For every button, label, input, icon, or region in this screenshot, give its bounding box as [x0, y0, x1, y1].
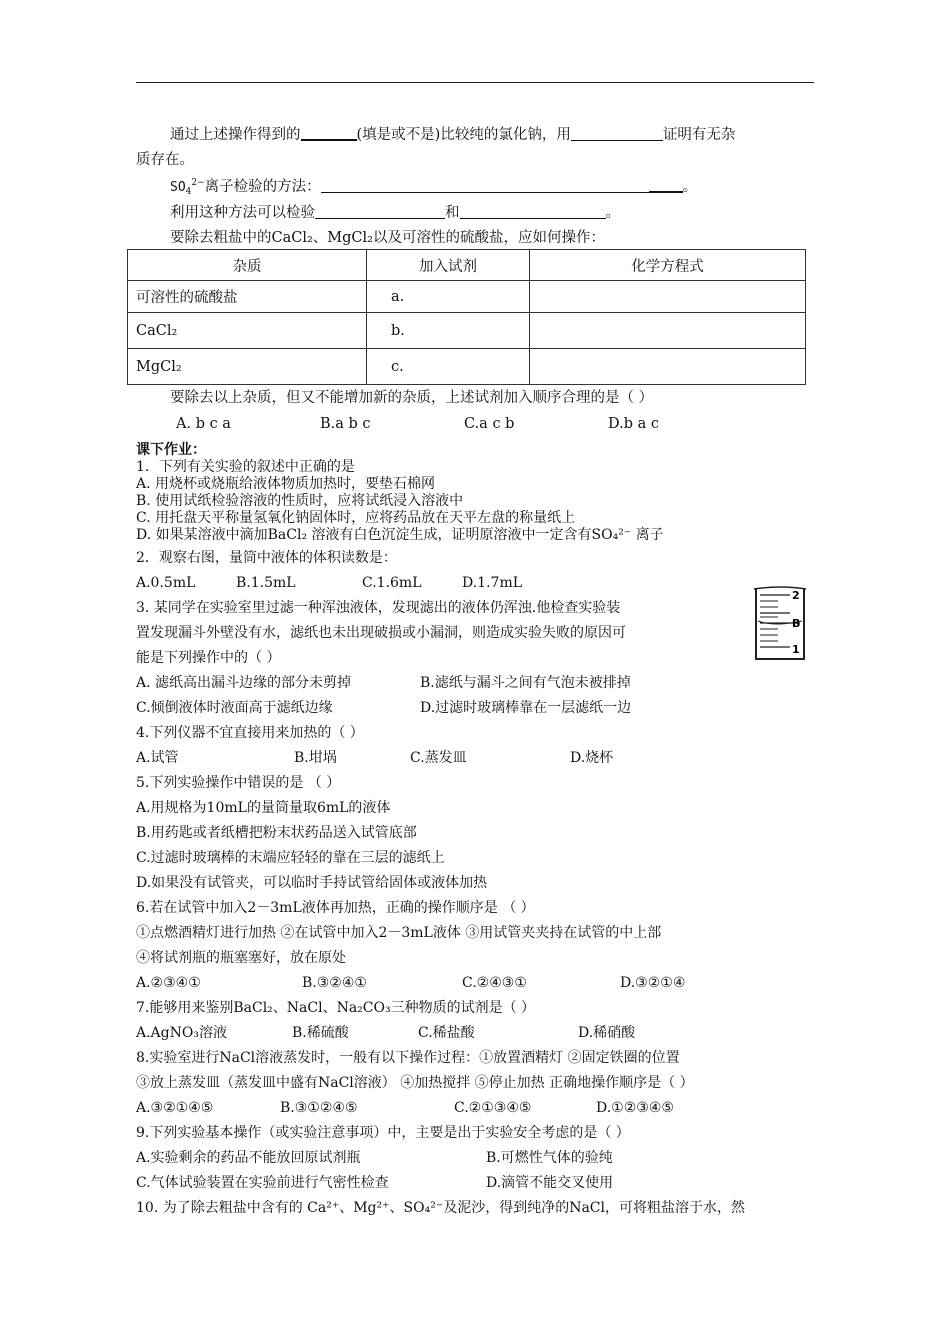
- option[interactable]: B.坩埚: [294, 750, 337, 766]
- q2-stem: 2．观察右图，量筒中液体的体积读数是：: [136, 550, 397, 566]
- q8-stem-1: 8.实验室进行NaCl溶液蒸发时，一般有以下操作过程：①放置酒精灯 ②固定铁圈的位置: [136, 1050, 680, 1066]
- option[interactable]: D.烧杯: [570, 750, 614, 766]
- q4-options: [136, 748, 613, 768]
- option[interactable]: B.③②④①: [302, 975, 367, 991]
- impurity-cell: MgCl₂: [128, 349, 367, 385]
- q1-stem: 1．下列有关实验的叙述中正确的是: [136, 459, 355, 475]
- option[interactable]: A.AgNO₃溶液: [136, 1025, 227, 1041]
- table-row: [128, 349, 806, 385]
- q4-stem: 4.下列仪器不宜直接用来加热的（ ）: [136, 725, 364, 741]
- q8-stem-2: ③放上蒸发皿（蒸发皿中盛有NaCl溶液） ④加热搅拌 ⑤停止加热 正确地操作顺序是（ ）: [136, 1075, 694, 1091]
- fill-blank[interactable]: [460, 204, 606, 219]
- q3-stem-2: 置发现漏斗外壁没有水，滤纸也未出现破损或小漏洞，则造成实验失败的原因可: [136, 625, 626, 641]
- use-line: [170, 203, 620, 223]
- option[interactable]: A. b c a: [176, 416, 231, 432]
- option[interactable]: B.a b c: [320, 416, 371, 432]
- q5-option-b[interactable]: B.用药匙或者纸槽把粉末状药品送入试管底部: [136, 825, 417, 841]
- option[interactable]: D.b a c: [608, 416, 659, 432]
- intro-line-1: [170, 125, 735, 145]
- option[interactable]: C.②①③④⑤: [454, 1100, 532, 1116]
- subscript: 4: [185, 187, 192, 197]
- option[interactable]: A.③②①④⑤: [136, 1100, 214, 1116]
- q5-option-c[interactable]: C.过滤时玻璃棒的末端应轻轻的靠在三层的滤纸上: [136, 850, 445, 866]
- q7-stem: 7.能够用来鉴别BaCl₂、NaCl、Na₂CO₃三种物质的试剂是（ ）: [136, 1000, 536, 1016]
- scale-label: 1: [792, 643, 800, 656]
- intro-text: (填是或不是)比较纯的氯化钠，用: [356, 127, 571, 143]
- impurity-cell: CaCl₂: [128, 313, 367, 349]
- option[interactable]: B.1.5mL: [236, 575, 296, 591]
- option[interactable]: C.1.6mL: [362, 575, 422, 591]
- option[interactable]: D.③②①④: [620, 975, 686, 991]
- q2-options: [136, 573, 522, 593]
- fill-blank[interactable]: [301, 125, 357, 141]
- graduated-cylinder-figure: [750, 583, 812, 663]
- q9-options-row1: [136, 1148, 613, 1168]
- q1-option-b[interactable]: B. 使用试纸检验溶液的性质时，应将试纸浸入溶液中: [136, 493, 464, 509]
- table-row: [128, 281, 806, 313]
- table-row: [128, 313, 806, 349]
- scale-label: B: [792, 617, 801, 630]
- option[interactable]: A.②③④①: [136, 975, 201, 991]
- option[interactable]: D.过滤时玻璃棒靠在一层滤纸一边: [420, 700, 632, 716]
- use-text: 和: [445, 205, 460, 221]
- option[interactable]: D.1.7mL: [462, 575, 523, 591]
- option[interactable]: B.滤纸与漏斗之间有气泡未被排掉: [420, 675, 631, 691]
- remove-line: 要除去粗盐中的CaCl₂、MgCl₂以及可溶性的硫酸盐，应如何操作：: [170, 230, 605, 246]
- q5-option-a[interactable]: A.用规格为10mL的量筒量取6mL的液体: [136, 800, 391, 816]
- option[interactable]: C.稀盐酸: [418, 1025, 475, 1041]
- q3-stem-3: 能是下列操作中的（ ）: [136, 650, 281, 666]
- option[interactable]: A. 滤纸高出漏斗边缘的部分未剪掉: [136, 675, 352, 691]
- q6-stem: 6.若在试管中加入2－3mL液体再加热，正确的操作顺序是 （ ）: [136, 900, 535, 916]
- intro-text: 通过上述操作得到的: [170, 127, 301, 143]
- so4-test-line: [170, 177, 697, 198]
- option[interactable]: A.试管: [136, 750, 179, 766]
- header-rule: [136, 82, 814, 83]
- q1-option-c[interactable]: C. 用托盘天平称量氢氧化钠固体时，应将药品放在天平左盘的称量纸上: [136, 510, 576, 526]
- q6-options: [136, 973, 685, 993]
- scale-label: 2: [792, 589, 800, 602]
- option[interactable]: C.倾倒液体时液面高于滤纸边缘: [136, 700, 333, 716]
- order-question: 要除去以上杂质，但又不能增加新的杂质，上述试剂加入顺序合理的是（ ）: [170, 390, 654, 406]
- option[interactable]: C.a c b: [464, 416, 515, 432]
- intro-line-2: 质存在。: [136, 152, 194, 168]
- so4-label: SO: [170, 180, 186, 195]
- fill-blank[interactable]: [315, 204, 445, 219]
- option[interactable]: C.②④③①: [462, 975, 527, 991]
- impurity-cell: 可溶性的硫酸盐: [128, 281, 367, 313]
- q3-options-row2: [136, 698, 631, 718]
- q8-options: [136, 1098, 674, 1118]
- reagent-cell[interactable]: c.: [367, 349, 530, 385]
- q1-option-a[interactable]: A. 用烧杯或烧瓶给液体物质加热时，要垫石棉网: [136, 476, 436, 492]
- option[interactable]: A.0.5mL: [136, 575, 196, 591]
- option[interactable]: C.蒸发皿: [410, 750, 467, 766]
- q1-option-d[interactable]: D. 如果某溶液中滴加BaCl₂ 溶液有白色沉淀生成，证明原溶液中一定含有SO₄²⁻ 离子: [136, 527, 664, 543]
- option[interactable]: D.①②③④⑤: [596, 1100, 674, 1116]
- fill-blank[interactable]: [649, 177, 683, 193]
- q7-options: [136, 1023, 635, 1043]
- homework-title: 课下作业：: [136, 442, 206, 458]
- equation-cell[interactable]: [530, 281, 806, 313]
- order-options: [176, 414, 659, 434]
- impurity-table: [127, 249, 806, 385]
- use-text: 利用这种方法可以检验: [170, 205, 315, 221]
- option[interactable]: C.气体试验装置在实验前进行气密性检查: [136, 1175, 389, 1191]
- fill-blank[interactable]: [571, 126, 663, 141]
- option[interactable]: A.实验剩余的药品不能放回原试剂瓶: [136, 1150, 361, 1166]
- intro-text: 证明有无杂: [662, 127, 736, 143]
- q9-stem: 9.下列实验基本操作（或实验注意事项）中，主要是出于实验安全考虑的是（ ）: [136, 1125, 630, 1141]
- q5-stem: 5.下列实验操作中错误的是 （ ）: [136, 775, 341, 791]
- table-header: 杂质: [128, 250, 367, 281]
- table-header-row: [128, 250, 806, 281]
- table-header: 加入试剂: [367, 250, 530, 281]
- q3-options-row1: [136, 673, 631, 693]
- option[interactable]: B.可燃性气体的验纯: [486, 1150, 613, 1166]
- equation-cell[interactable]: [530, 313, 806, 349]
- so4-text: 离子检验的方法：: [204, 179, 321, 195]
- option[interactable]: B.③①②④⑤: [280, 1100, 358, 1116]
- q10-stem: 10. 为了除去粗盐中含有的 Ca²⁺、Mg²⁺、SO₄²⁻及泥沙，得到纯净的NaCl，可将粗盐溶于水，然: [136, 1200, 745, 1216]
- q6-steps-1: ①点燃酒精灯进行加热 ②在试管中加入2－3mL液体 ③用试管夹夹持在试管的中上部: [136, 925, 662, 941]
- q9-options-row2: [136, 1173, 613, 1193]
- q5-option-d[interactable]: D.如果没有试管夹，可以临时手持试管给固体或液体加热: [136, 875, 488, 891]
- reagent-cell[interactable]: a.: [367, 281, 530, 313]
- q3-stem-1: 3. 某同学在实验室里过滤一种浑浊液体，发现滤出的液体仍浑浊.他检查实验装: [136, 600, 621, 616]
- q6-steps-2: ④将试剂瓶的瓶塞塞好，放在原处: [136, 950, 346, 966]
- option[interactable]: D.稀硝酸: [578, 1025, 636, 1041]
- period: 。: [605, 205, 620, 221]
- option[interactable]: D.滴管不能交叉使用: [486, 1175, 614, 1191]
- option[interactable]: B.稀硫酸: [292, 1025, 349, 1041]
- period: 。: [682, 179, 698, 195]
- equation-cell[interactable]: [530, 349, 806, 385]
- table-header: 化学方程式: [530, 250, 806, 281]
- superscript: 2−: [191, 178, 205, 188]
- fill-blank[interactable]: [321, 178, 649, 193]
- reagent-cell[interactable]: b.: [367, 313, 530, 349]
